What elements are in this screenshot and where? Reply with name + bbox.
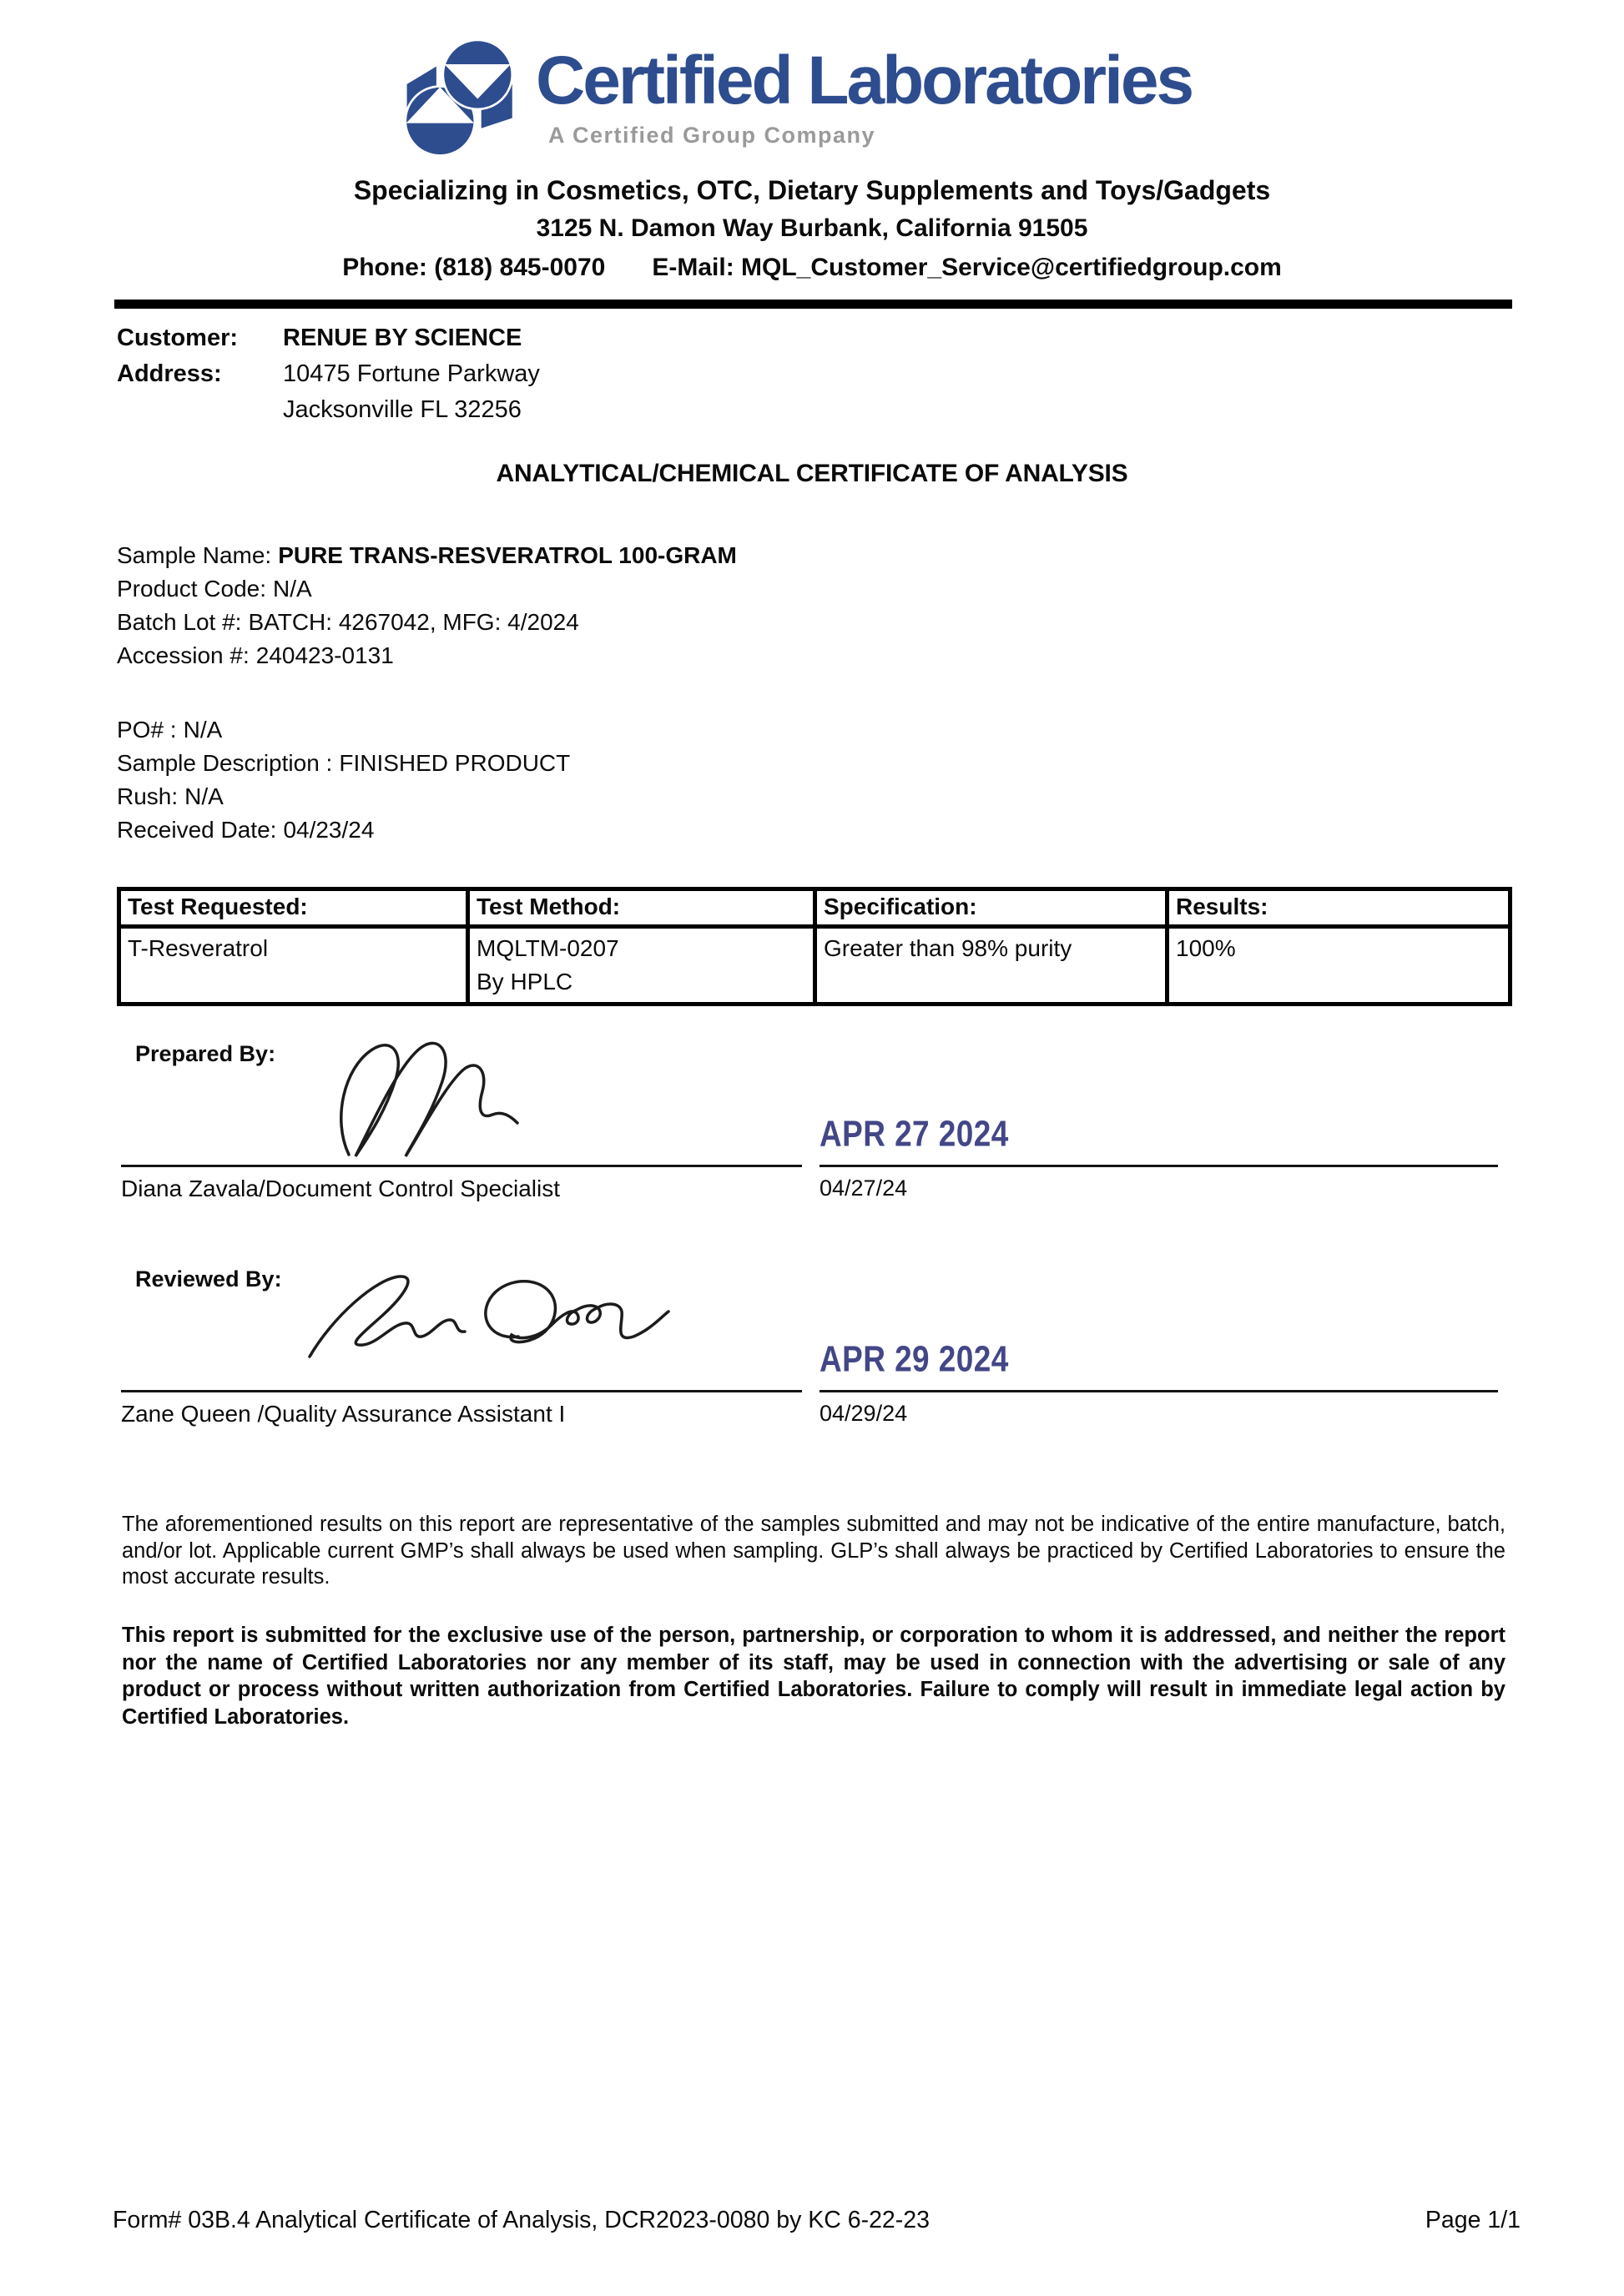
prepared-date-line <box>820 1165 1498 1167</box>
column-header-test-method: Test Method: <box>468 889 815 927</box>
reviewed-date-stamp: APR 29 2024 <box>820 1338 1009 1379</box>
received-date-line <box>117 813 570 847</box>
reviewed-by-signature-scribble <box>296 1263 814 1373</box>
address-row-2 <box>117 392 540 428</box>
sample-name-value: PURE TRANS-RESVERATROL 100-GRAM <box>278 542 737 568</box>
rush-line <box>117 780 570 813</box>
prepared-date-stamp: APR 27 2024 <box>820 1113 1009 1154</box>
document-title: ANALYTICAL/CHEMICAL CERTIFICATE OF ANALYSIS <box>496 460 1128 487</box>
reviewed-date-line <box>820 1390 1498 1392</box>
po-line <box>117 713 570 747</box>
sample-info-block <box>117 539 737 672</box>
sample-description-value: FINISHED PRODUCT <box>339 750 571 776</box>
prepared-name-title: Diana Zavala/Document Control Specialist <box>121 1176 561 1201</box>
customer-address-line-2: Jacksonville FL 32256 <box>283 396 522 423</box>
sample-name-line <box>117 539 737 572</box>
column-header-results: Results: <box>1168 889 1511 927</box>
customer-address-label: Address: <box>117 360 222 387</box>
product-code-label: Product Code: <box>117 576 266 602</box>
test-method-line-1: MQLTM-0207 <box>477 935 619 961</box>
reviewed-date: 04/29/24 <box>820 1401 908 1426</box>
column-header-specification: Specification: <box>815 889 1168 927</box>
prepared-date: 04/27/24 <box>820 1176 908 1201</box>
certified-group-logo-icon <box>398 38 523 164</box>
logo-wordmark: Certified Laboratories <box>536 43 1193 118</box>
logo-tagline: A Certified Group Company <box>548 123 876 148</box>
address-row <box>117 356 540 392</box>
prepared-by-label: Prepared By: <box>135 1041 276 1066</box>
letterhead-address: 3125 N. Damon Way Burbank, California 91505 <box>536 214 1088 242</box>
order-info-block <box>117 713 570 847</box>
sample-name-label: Sample Name: <box>117 542 272 568</box>
disclaimer-paragraph-1: The aforementioned results on this report are representative of the samples submitted and may not be indicative of the entire manufacture, batch, and/or lot. Applicable current GMP’s shall always be used when sampling. GLP’s shall always be practiced by Certified Laboratories to ensure the most accurate results. <box>122 1513 1505 1589</box>
letterhead-phone: Phone: (818) 845-0070 <box>342 254 606 281</box>
results-table-row <box>119 927 1511 1004</box>
rush-value: N/A <box>184 783 224 809</box>
results-table <box>117 887 1512 1006</box>
cell-test-requested: T-Resveratrol <box>119 927 468 1004</box>
footer-form-number: Form# 03B.4 Analytical Certificate of Analysis, DCR2023-0080 by KC 6-22-23 <box>113 2207 930 2233</box>
customer-row <box>117 320 540 356</box>
received-date-label: Received Date: <box>117 817 277 843</box>
cell-test-method <box>468 927 815 1004</box>
reviewed-by-label: Reviewed By: <box>135 1266 282 1292</box>
batch-lot-value: BATCH: 4267042, MFG: 4/2024 <box>248 609 579 635</box>
prepared-by-signature-scribble <box>325 1040 651 1166</box>
sample-description-line <box>117 747 570 780</box>
letterhead-specialty: Specializing in Cosmetics, OTC, Dietary Supplements and Toys/Gadgets <box>353 175 1271 205</box>
accession-line <box>117 639 737 672</box>
accession-label: Accession #: <box>117 642 250 668</box>
customer-name: RENUE BY SCIENCE <box>283 325 522 351</box>
rush-label: Rush: <box>117 783 179 809</box>
results-table-header-row <box>119 889 1511 927</box>
reviewed-name-title: Zane Queen /Quality Assurance Assistant I <box>121 1401 566 1427</box>
test-method-line-2: By HPLC <box>477 969 573 994</box>
sample-description-label: Sample Description : <box>117 750 333 776</box>
batch-lot-label: Batch Lot #: <box>117 609 242 635</box>
customer-label: Customer: <box>117 325 239 351</box>
letterhead-email: E-Mail: MQL_Customer_Service@certifiedgroup.com <box>652 254 1282 281</box>
header-divider-rule <box>114 300 1512 309</box>
received-date-value: 04/23/24 <box>283 817 375 843</box>
disclaimer-paragraph-2: This report is submitted for the exclusive use of the person, partnership, or corporation to whom it is addressed, and neither the report nor the name of Certified Laboratories nor any member of its staff, may be used in connection with the advertising or sale of any product or process without written authorization from Certified Laboratories. Failure to comply will result in immediate legal action by Certified Laboratories. <box>122 1624 1505 1729</box>
po-label: PO# : <box>117 717 177 743</box>
cell-result: 100% <box>1168 927 1511 1004</box>
product-code-line <box>117 572 737 606</box>
customer-address-line-1: 10475 Fortune Parkway <box>283 360 540 387</box>
reviewed-signature-line <box>121 1390 802 1392</box>
customer-block <box>117 320 540 428</box>
footer-page-number: Page 1/1 <box>1425 2207 1521 2233</box>
letterhead-contact-row <box>0 254 1624 282</box>
spacer <box>117 392 283 428</box>
column-header-test-requested: Test Requested: <box>119 889 468 927</box>
cell-specification: Greater than 98% purity <box>815 927 1168 1004</box>
batch-lot-line <box>117 606 737 639</box>
po-value: N/A <box>183 717 223 743</box>
prepared-signature-line <box>121 1165 802 1167</box>
accession-value: 240423-0131 <box>255 642 394 668</box>
product-code-value: N/A <box>273 576 312 602</box>
